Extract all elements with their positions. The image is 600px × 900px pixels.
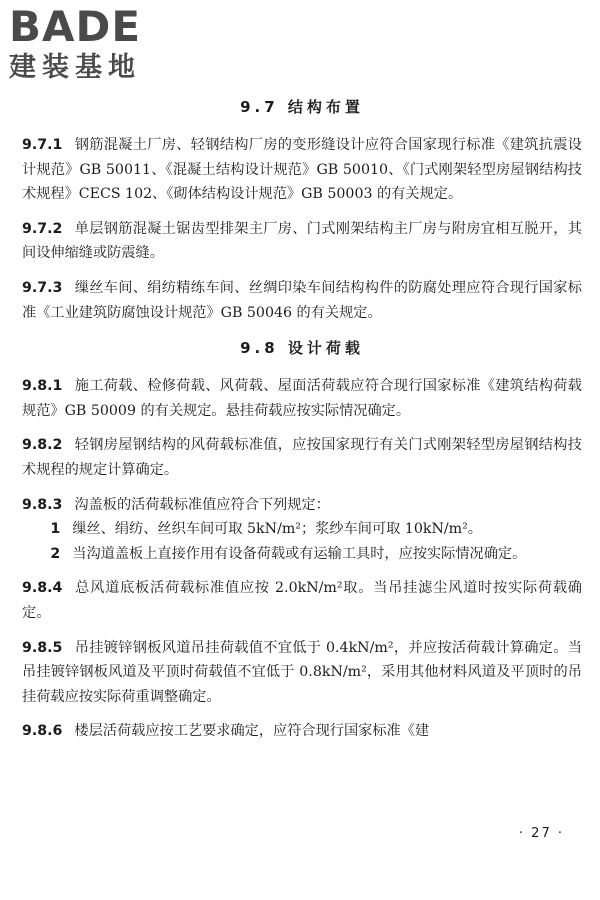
logo-chinese-text: 建装基地 bbox=[9, 52, 141, 83]
clause-text: 楼层活荷载应按工艺要求确定，应符合现行国家标准《建 bbox=[74, 723, 430, 740]
clause-number: 9.8.2 bbox=[22, 437, 63, 454]
clause-number: 9.8.3 bbox=[22, 496, 63, 513]
clause-9-8-3-item-2 bbox=[22, 542, 582, 567]
clause-9-8-2 bbox=[22, 433, 582, 482]
clause-number: 9.8.1 bbox=[22, 378, 63, 395]
clause-9-8-5 bbox=[22, 636, 582, 710]
clause-text: 总风道底板活荷载标准值应按 2.0kN/m²取。当吊挂滤尘风道时按实际荷载确定。 bbox=[22, 580, 582, 621]
clause-text: 单层钢筋混凝土锯齿型排架主厂房、门式刚架结构主厂房与附房宜相互脱开，其间设伸缩缝或防震缝。 bbox=[22, 220, 582, 262]
logo bbox=[9, 4, 141, 84]
logo-latin-text: BADE bbox=[9, 2, 142, 51]
clause-9-8-1 bbox=[22, 374, 582, 423]
clause-9-7-3 bbox=[22, 276, 582, 325]
clause-number: 9.7.1 bbox=[22, 137, 63, 153]
clause-9-7-2 bbox=[22, 217, 582, 266]
item-number: 2 bbox=[50, 545, 61, 562]
item-number: 1 bbox=[50, 521, 61, 538]
item-text: 缫丝、绢纺、丝织车间可取 5kN/m²；浆纱车间可取 10kN/m²。 bbox=[72, 521, 482, 538]
clause-9-7-1 bbox=[22, 133, 582, 207]
section-title-9-7: 9.7 结构布置 bbox=[240, 98, 364, 116]
document-body bbox=[22, 96, 582, 744]
clause-9-8-6 bbox=[22, 719, 582, 744]
clause-number: 9.7.3 bbox=[22, 279, 63, 296]
item-text: 当沟道盖板上直接作用有设备荷载或有运输工具时，应按实际情况确定。 bbox=[72, 545, 527, 562]
clause-9-8-3 bbox=[22, 493, 582, 518]
clause-text: 轻钢房屋钢结构的风荷载标准值，应按国家现行有关门式刚架轻型房屋钢结构技术规程的规定计算确定。 bbox=[22, 437, 582, 478]
clause-text: 沟盖板的活荷载标准值应符合下列规定： bbox=[74, 496, 330, 513]
clause-text: 缫丝车间、绢纺精练车间、丝绸印染车间结构构件的防腐处理应符合现行国家标准《工业建筑防腐蚀设计规范》GB 50046 的有关规定。 bbox=[22, 279, 582, 321]
page-number: · 27 · bbox=[518, 826, 564, 841]
clause-number: 9.8.6 bbox=[22, 723, 63, 740]
clause-number: 9.8.4 bbox=[22, 580, 63, 597]
clause-text: 施工荷载、检修荷载、风荷载、屋面活荷载应符合现行国家标准《建筑结构荷载规范》GB 50009 的有关规定。悬挂荷载应按实际情况确定。 bbox=[22, 378, 582, 419]
clause-9-8-3-item-1 bbox=[22, 517, 582, 542]
section-title-9-8: 9.8 设计荷载 bbox=[240, 339, 364, 358]
clause-number: 9.7.2 bbox=[22, 220, 63, 237]
clause-text: 吊挂镀锌钢板风道吊挂荷载值不宜低于 0.4kN/m²，并应按活荷载计算确定。当吊挂镀锌钢板风道及平顶时荷载值不宜低于 0.8kN/m²，采用其他材料风道及平顶时的吊挂荷载应按实际荷重调整确定。 bbox=[22, 639, 582, 705]
clause-text: 钢筋混凝土厂房、轻钢结构厂房的变形缝设计应符合国家现行标准《建筑抗震设计规范》GB 50011、《混凝土结构设计规范》GB 50010、《门式刚架轻型房屋钢结构技术规程》CECS 102、《砌体结构设计规范》GB 50003 的有关规定。 bbox=[22, 137, 582, 203]
clause-9-8-4 bbox=[22, 576, 582, 625]
clause-number: 9.8.5 bbox=[22, 639, 63, 656]
